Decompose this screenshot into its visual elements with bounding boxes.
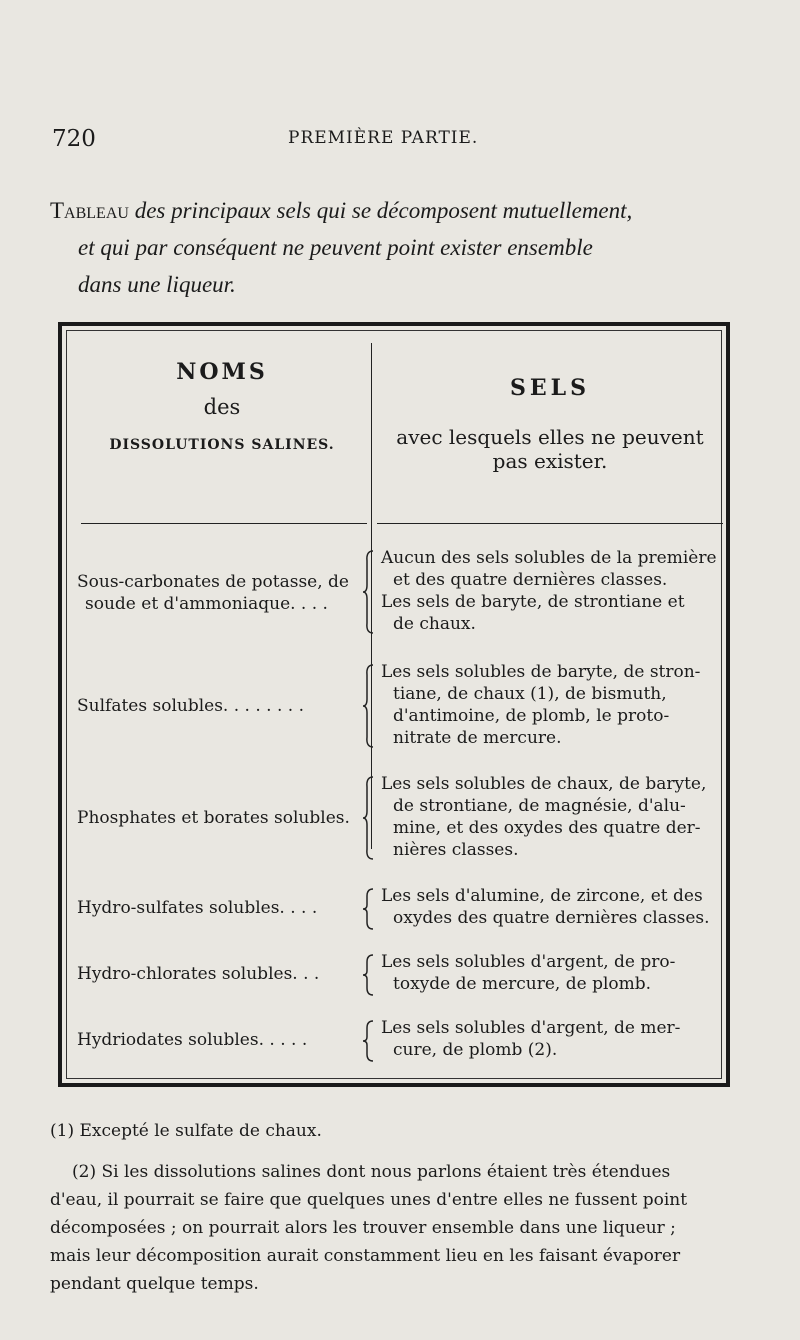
footnote-2-line: décomposées ; on pourrait alors les trouver ensemble dans une liqueur ;: [50, 1218, 676, 1238]
footnote-1: (1) Excepté le sulfate de chaux.: [50, 1121, 322, 1141]
row-name: Phosphates et borates solubles.: [77, 808, 350, 828]
row-name: [77, 571, 367, 615]
row-salts: [381, 773, 727, 861]
salts-line: de strontiane, de magnésie, d'alu-: [393, 796, 686, 816]
footnote-2-line: pendant quelque temps.: [50, 1274, 259, 1294]
table-row: [77, 1017, 727, 1063]
right-column-header: [377, 375, 723, 473]
row-name-line1: Sous-carbonates de potasse, de: [77, 572, 349, 592]
footnote-2-line: (2) Si les dissolutions salines dont nous parlons étaient très étendues: [72, 1162, 671, 1182]
right-header-line2: pas exister.: [492, 449, 608, 473]
salts-line: Aucun des sels solubles de la première: [381, 548, 717, 568]
table-inner-border: [66, 330, 722, 1079]
left-header-caption: DISSOLUTIONS SALINES.: [109, 437, 335, 453]
footnote-2-line: mais leur décomposition aurait constamment lieu en les faisant évaporer: [50, 1246, 681, 1266]
salts-line: nières classes.: [393, 840, 519, 860]
row-salts: [381, 661, 727, 749]
salts-line: de chaux.: [393, 614, 476, 634]
salts-line: Les sels solubles d'argent, de pro-: [381, 952, 676, 972]
row-name: Hydro-sulfates solubles. . . .: [77, 898, 318, 918]
footnote-2: [50, 1158, 762, 1298]
caption-text-1: des principaux sels qui se décomposent mutuellement,: [134, 198, 633, 223]
table-row: [77, 547, 727, 637]
right-header-line1: avec lesquels elles ne peuvent: [396, 425, 704, 449]
brace-icon: [361, 775, 377, 861]
row-salts: [381, 885, 727, 929]
right-header-title: SELS: [509, 375, 590, 401]
salts-line: toxyde de mercure, de plomb.: [393, 974, 652, 994]
salts-line: Les sels solubles d'argent, de mer-: [381, 1018, 681, 1038]
salts-table: [58, 322, 730, 1087]
salts-line: Les sels solubles de baryte, de stron-: [381, 662, 701, 682]
header-rule-left: [81, 523, 367, 524]
salts-line: mine, et des oxydes des quatre der-: [393, 818, 701, 838]
row-name: Sulfates solubles. . . . . . . .: [77, 696, 304, 716]
salts-line: Les sels de baryte, de strontiane et: [381, 592, 685, 612]
brace-icon: [361, 663, 377, 749]
row-salts: [381, 1017, 727, 1061]
table-row: [77, 951, 727, 997]
caption-line-1: [50, 192, 762, 229]
brace-icon: [361, 549, 377, 635]
header-rule-right: [377, 523, 723, 524]
left-column-header: [77, 359, 367, 453]
salts-line: Les sels d'alumine, de zircone, et des: [381, 886, 703, 906]
row-salts: [381, 547, 727, 635]
row-salts: [381, 951, 727, 995]
table-caption: [50, 192, 762, 303]
table-row: [77, 773, 727, 863]
caption-line-2: et qui par conséquent ne peuvent point exister ensemble: [78, 235, 593, 260]
table-row: [77, 661, 727, 751]
salts-line: oxydes des quatre dernières classes.: [393, 908, 710, 928]
salts-line: Les sels solubles de chaux, de baryte,: [381, 774, 707, 794]
salts-line: nitrate de mercure.: [393, 728, 562, 748]
row-name: Hydriodates solubles. . . . .: [77, 1030, 308, 1050]
salts-line: tiane, de chaux (1), de bismuth,: [393, 684, 667, 704]
caption-lead: Tableau: [50, 198, 129, 223]
row-name-line2: soude et d'ammoniaque. . . .: [85, 594, 328, 614]
caption-line-3: dans une liqueur.: [78, 272, 236, 297]
footnote-2-line: d'eau, il pourrait se faire que quelques unes d'entre elles ne fussent point: [50, 1190, 688, 1210]
brace-icon: [361, 1019, 377, 1063]
running-head: PREMIÈRE PARTIE.: [288, 128, 479, 148]
salts-line: cure, de plomb (2).: [393, 1040, 558, 1060]
brace-icon: [361, 953, 377, 997]
salts-line: et des quatre dernières classes.: [393, 570, 668, 590]
page-number: 720: [52, 126, 96, 152]
left-header-sub: des: [203, 395, 241, 419]
salts-line: d'antimoine, de plomb, le proto-: [393, 706, 670, 726]
brace-icon: [361, 887, 377, 931]
table-row: [77, 885, 727, 931]
left-header-title: NOMS: [176, 359, 268, 385]
row-name: Hydro-chlorates solubles. . .: [77, 964, 320, 984]
